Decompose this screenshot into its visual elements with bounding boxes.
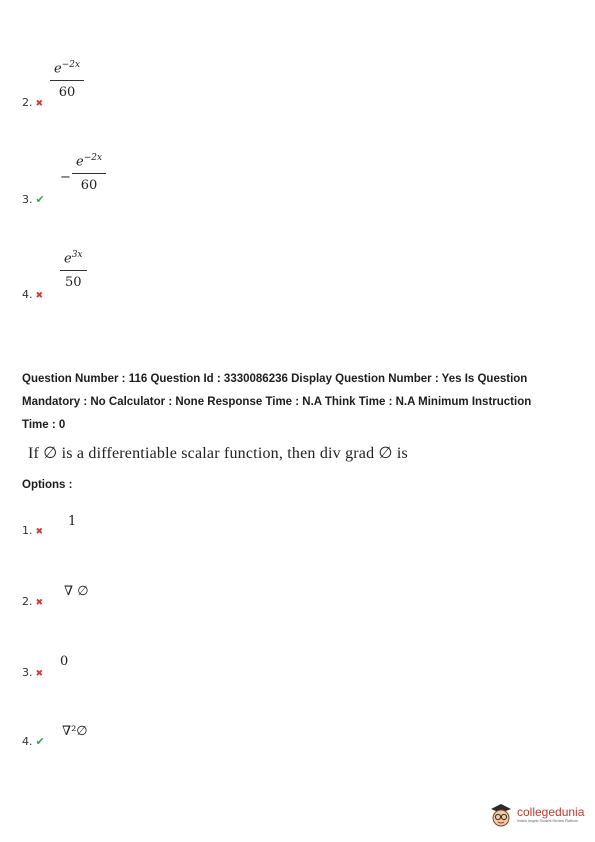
option-number: 3. [22,666,33,679]
option-value: 1 [68,514,77,529]
cross-icon: ✖ [35,291,44,301]
check-icon: ✔ [35,735,45,748]
option-number: 3. [22,193,33,206]
options-label: Options : [22,479,73,491]
option-number: 2. [22,595,33,608]
fraction: $e^{-2x}$ 60 [72,153,106,193]
cross-icon: ✖ [35,598,44,608]
logo-text: collegedunia [517,805,585,819]
fraction: $e^{-2x}$ 60 [50,60,84,100]
option-number: 1. [22,524,33,537]
collegedunia-logo [488,800,584,828]
logo-tagline: India's largest Student Review Platform [517,819,578,823]
option-value: ∇²∅ [62,724,88,739]
option-number: 4. [22,288,33,301]
option-value: ∇ ∅ [64,584,89,599]
minus-sign: − [60,170,71,185]
question-meta: Question Number : 116 Question Id : 3330086236 Display Question Number : Yes Is Question Mandatory : No Calculator : None Response Time : N.A Think Time : N.A Minimum Instruction Time : 0 [22,373,532,431]
fraction: $e^{3x}$ 50 [60,250,87,290]
check-icon: ✔ [35,193,45,206]
question-text: If ∅ is a differentiable scalar function, then div grad ∅ is [28,445,408,462]
cross-icon: ✖ [35,99,44,109]
option-number: 4. [22,735,33,748]
option-value: 0 [60,654,69,669]
cross-icon: ✖ [35,669,44,679]
mascot-icon [488,800,514,828]
option-number: 2. [22,96,33,109]
cross-icon: ✖ [35,527,44,537]
